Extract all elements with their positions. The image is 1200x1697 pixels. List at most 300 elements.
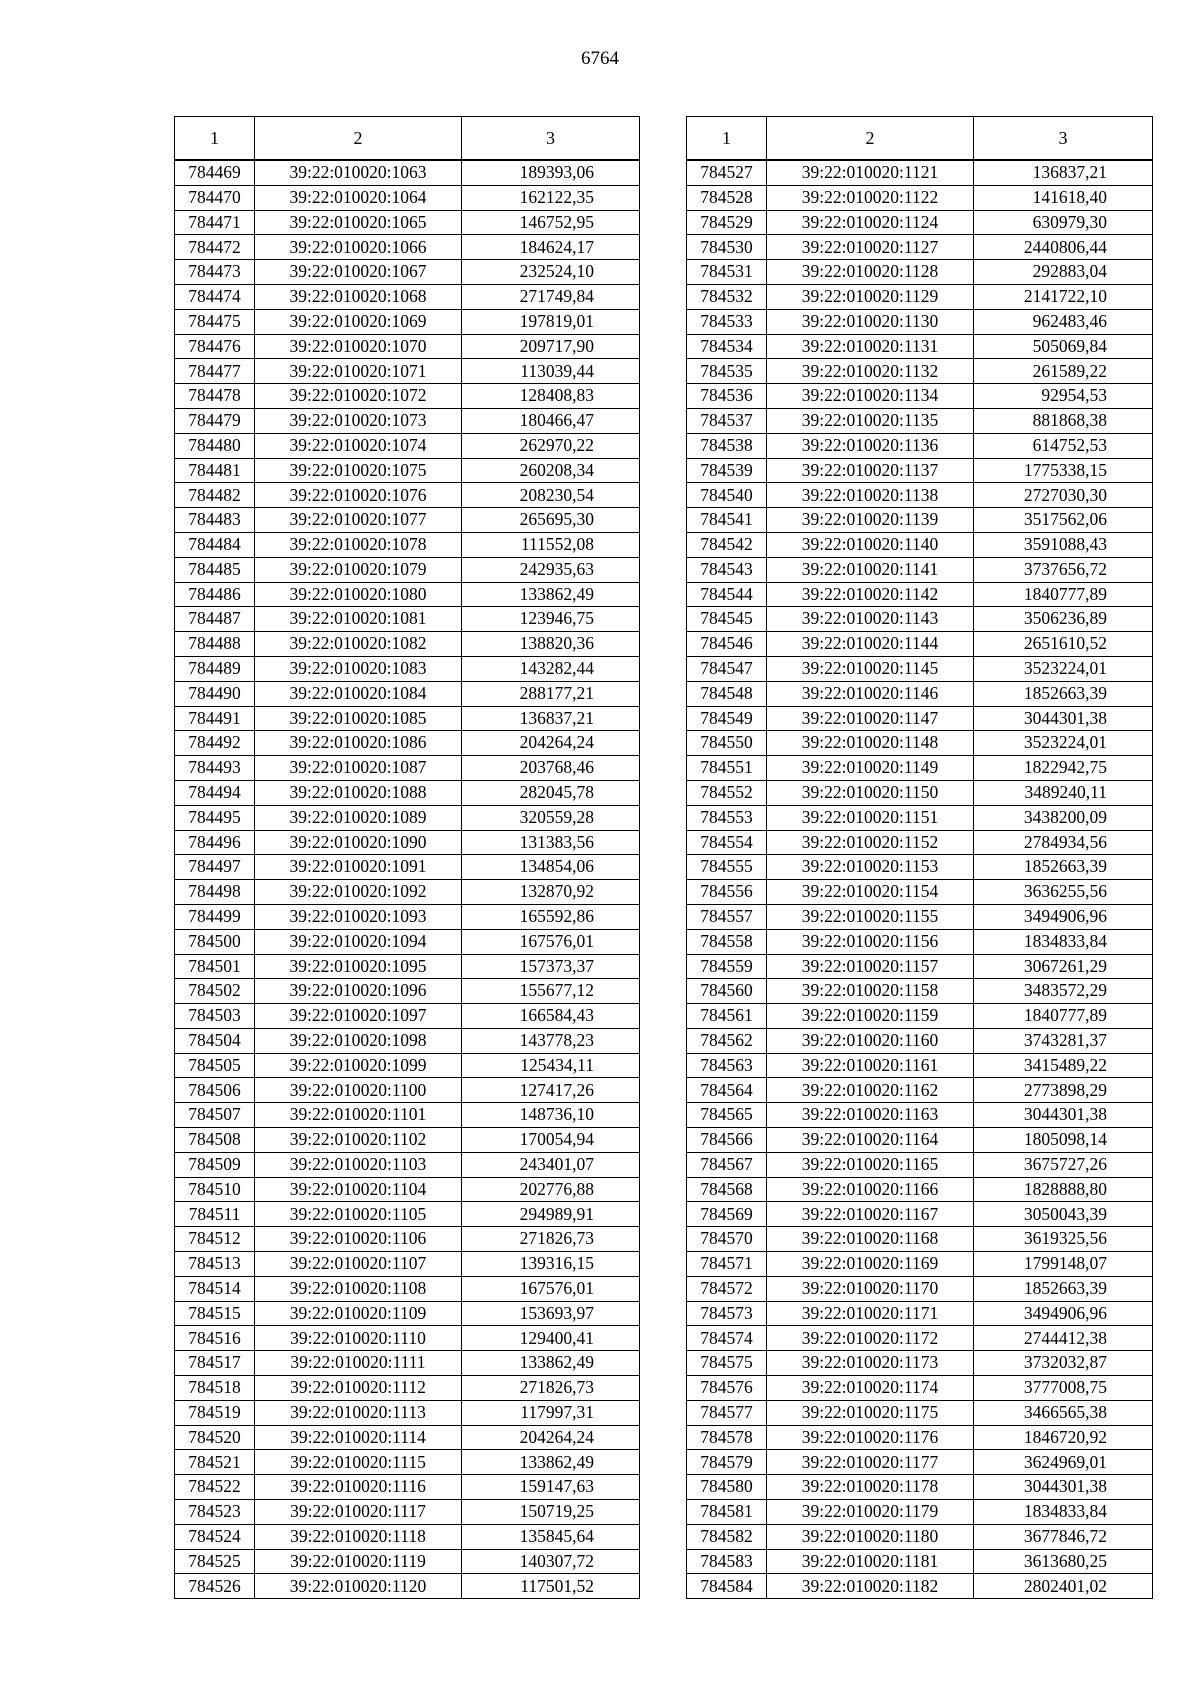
table-row bbox=[687, 731, 1153, 756]
table-row bbox=[687, 1028, 1153, 1053]
value-cell: 3624969,01 bbox=[974, 1450, 1153, 1475]
table-row bbox=[687, 1475, 1153, 1500]
table-row bbox=[175, 656, 640, 681]
row-number-cell: 784475 bbox=[175, 309, 255, 334]
table-row bbox=[687, 1202, 1153, 1227]
row-number-cell: 784583 bbox=[687, 1549, 767, 1574]
row-number-cell: 784477 bbox=[175, 359, 255, 384]
table-row bbox=[687, 235, 1153, 260]
cadastral-number-cell: 39:22:010020:1072 bbox=[255, 384, 462, 409]
table-row bbox=[175, 1400, 640, 1425]
value-cell: 3044301,38 bbox=[974, 706, 1153, 731]
cadastral-number-cell: 39:22:010020:1095 bbox=[255, 954, 462, 979]
row-number-cell: 784569 bbox=[687, 1202, 767, 1227]
table-row bbox=[687, 1301, 1153, 1326]
cadastral-number-cell: 39:22:010020:1136 bbox=[767, 433, 974, 458]
table-row bbox=[687, 1252, 1153, 1277]
value-cell: 3438200,09 bbox=[974, 805, 1153, 830]
table-row bbox=[175, 1004, 640, 1029]
cadastral-number-cell: 39:22:010020:1104 bbox=[255, 1177, 462, 1202]
value-cell: 113039,44 bbox=[462, 359, 640, 384]
right-register-table bbox=[686, 116, 1153, 1599]
value-cell: 125434,11 bbox=[462, 1053, 640, 1078]
row-number-cell: 784565 bbox=[687, 1103, 767, 1128]
row-number-cell: 784507 bbox=[175, 1103, 255, 1128]
row-number-cell: 784498 bbox=[175, 880, 255, 905]
value-cell: 133862,49 bbox=[462, 1450, 640, 1475]
value-cell: 2744412,38 bbox=[974, 1326, 1153, 1351]
table-row bbox=[687, 1152, 1153, 1177]
row-number-cell: 784493 bbox=[175, 756, 255, 781]
value-cell: 232524,10 bbox=[462, 260, 640, 285]
cadastral-number-cell: 39:22:010020:1113 bbox=[255, 1400, 462, 1425]
row-number-cell: 784553 bbox=[687, 805, 767, 830]
value-cell: 1775338,15 bbox=[974, 458, 1153, 483]
value-cell: 3636255,56 bbox=[974, 880, 1153, 905]
row-number-cell: 784539 bbox=[687, 458, 767, 483]
cadastral-number-cell: 39:22:010020:1146 bbox=[767, 681, 974, 706]
row-number-cell: 784496 bbox=[175, 830, 255, 855]
value-cell: 3483572,29 bbox=[974, 979, 1153, 1004]
table-row bbox=[687, 656, 1153, 681]
value-cell: 3737656,72 bbox=[974, 557, 1153, 582]
table-row bbox=[687, 855, 1153, 880]
table-row bbox=[687, 756, 1153, 781]
row-number-cell: 784561 bbox=[687, 1004, 767, 1029]
cadastral-number-cell: 39:22:010020:1108 bbox=[255, 1276, 462, 1301]
row-number-cell: 784503 bbox=[175, 1004, 255, 1029]
cadastral-number-cell: 39:22:010020:1085 bbox=[255, 706, 462, 731]
value-cell: 3613680,25 bbox=[974, 1549, 1153, 1574]
row-number-cell: 784568 bbox=[687, 1177, 767, 1202]
row-number-cell: 784525 bbox=[175, 1549, 255, 1574]
table-row bbox=[687, 185, 1153, 210]
row-number-cell: 784518 bbox=[175, 1376, 255, 1401]
cadastral-number-cell: 39:22:010020:1178 bbox=[767, 1475, 974, 1500]
value-cell: 134854,06 bbox=[462, 855, 640, 880]
cadastral-number-cell: 39:22:010020:1071 bbox=[255, 359, 462, 384]
row-number-cell: 784512 bbox=[175, 1227, 255, 1252]
value-cell: 139316,15 bbox=[462, 1252, 640, 1277]
cadastral-number-cell: 39:22:010020:1158 bbox=[767, 979, 974, 1004]
value-cell: 136837,21 bbox=[974, 160, 1153, 185]
table-row bbox=[687, 1400, 1153, 1425]
row-number-cell: 784546 bbox=[687, 632, 767, 657]
table-row bbox=[175, 334, 640, 359]
value-cell: 262970,22 bbox=[462, 433, 640, 458]
value-cell: 3044301,38 bbox=[974, 1103, 1153, 1128]
row-number-cell: 784541 bbox=[687, 508, 767, 533]
value-cell: 148736,10 bbox=[462, 1103, 640, 1128]
cadastral-number-cell: 39:22:010020:1115 bbox=[255, 1450, 462, 1475]
table-row bbox=[687, 309, 1153, 334]
cadastral-number-cell: 39:22:010020:1074 bbox=[255, 433, 462, 458]
row-number-cell: 784484 bbox=[175, 532, 255, 557]
row-number-cell: 784560 bbox=[687, 979, 767, 1004]
table-row bbox=[175, 1376, 640, 1401]
cadastral-number-cell: 39:22:010020:1160 bbox=[767, 1028, 974, 1053]
cadastral-number-cell: 39:22:010020:1164 bbox=[767, 1128, 974, 1153]
row-number-cell: 784510 bbox=[175, 1177, 255, 1202]
row-number-cell: 784579 bbox=[687, 1450, 767, 1475]
table-row bbox=[175, 185, 640, 210]
cadastral-number-cell: 39:22:010020:1068 bbox=[255, 284, 462, 309]
table-row bbox=[175, 1177, 640, 1202]
cadastral-number-cell: 39:22:010020:1166 bbox=[767, 1177, 974, 1202]
value-cell: 1840777,89 bbox=[974, 582, 1153, 607]
value-cell: 143282,44 bbox=[462, 656, 640, 681]
table-row bbox=[175, 235, 640, 260]
table-row bbox=[687, 805, 1153, 830]
table-row bbox=[175, 557, 640, 582]
cadastral-number-cell: 39:22:010020:1116 bbox=[255, 1475, 462, 1500]
cadastral-number-cell: 39:22:010020:1173 bbox=[767, 1351, 974, 1376]
value-cell: 3506236,89 bbox=[974, 607, 1153, 632]
row-number-cell: 784491 bbox=[175, 706, 255, 731]
cadastral-number-cell: 39:22:010020:1170 bbox=[767, 1276, 974, 1301]
value-cell: 2773898,29 bbox=[974, 1078, 1153, 1103]
table-row bbox=[687, 483, 1153, 508]
value-cell: 3494906,96 bbox=[974, 904, 1153, 929]
value-cell: 1852663,39 bbox=[974, 1276, 1153, 1301]
row-number-cell: 784481 bbox=[175, 458, 255, 483]
value-cell: 127417,26 bbox=[462, 1078, 640, 1103]
cadastral-number-cell: 39:22:010020:1130 bbox=[767, 309, 974, 334]
value-cell: 2440806,44 bbox=[974, 235, 1153, 260]
table-row bbox=[175, 1549, 640, 1574]
row-number-cell: 784482 bbox=[175, 483, 255, 508]
row-number-cell: 784521 bbox=[175, 1450, 255, 1475]
cadastral-number-cell: 39:22:010020:1169 bbox=[767, 1252, 974, 1277]
value-cell: 162122,35 bbox=[462, 185, 640, 210]
cadastral-number-cell: 39:22:010020:1063 bbox=[255, 160, 462, 185]
row-number-cell: 784501 bbox=[175, 954, 255, 979]
cadastral-number-cell: 39:22:010020:1154 bbox=[767, 880, 974, 905]
table-row bbox=[175, 532, 640, 557]
table-row bbox=[687, 557, 1153, 582]
value-cell: 153693,97 bbox=[462, 1301, 640, 1326]
row-number-cell: 784570 bbox=[687, 1227, 767, 1252]
table-row bbox=[175, 433, 640, 458]
table-row bbox=[687, 582, 1153, 607]
table-row bbox=[687, 607, 1153, 632]
value-cell: 265695,30 bbox=[462, 508, 640, 533]
cadastral-number-cell: 39:22:010020:1121 bbox=[767, 160, 974, 185]
value-cell: 1834833,84 bbox=[974, 929, 1153, 954]
cadastral-number-cell: 39:22:010020:1181 bbox=[767, 1549, 974, 1574]
table-row bbox=[175, 855, 640, 880]
cadastral-number-cell: 39:22:010020:1135 bbox=[767, 408, 974, 433]
cadastral-number-cell: 39:22:010020:1065 bbox=[255, 210, 462, 235]
cadastral-number-cell: 39:22:010020:1112 bbox=[255, 1376, 462, 1401]
table-row bbox=[175, 756, 640, 781]
table-row bbox=[175, 309, 640, 334]
cadastral-number-cell: 39:22:010020:1097 bbox=[255, 1004, 462, 1029]
row-number-cell: 784485 bbox=[175, 557, 255, 582]
row-number-cell: 784487 bbox=[175, 607, 255, 632]
value-cell: 3523224,01 bbox=[974, 656, 1153, 681]
cadastral-number-cell: 39:22:010020:1093 bbox=[255, 904, 462, 929]
row-number-cell: 784511 bbox=[175, 1202, 255, 1227]
value-cell: 208230,54 bbox=[462, 483, 640, 508]
header-row bbox=[687, 117, 1153, 161]
cadastral-number-cell: 39:22:010020:1081 bbox=[255, 607, 462, 632]
value-cell: 242935,63 bbox=[462, 557, 640, 582]
page-number: 6764 bbox=[581, 48, 619, 69]
value-cell: 133862,49 bbox=[462, 1351, 640, 1376]
value-cell: 1828888,80 bbox=[974, 1177, 1153, 1202]
row-number-cell: 784548 bbox=[687, 681, 767, 706]
cadastral-number-cell: 39:22:010020:1127 bbox=[767, 235, 974, 260]
table-row bbox=[687, 1425, 1153, 1450]
row-number-cell: 784473 bbox=[175, 260, 255, 285]
row-number-cell: 784564 bbox=[687, 1078, 767, 1103]
row-number-cell: 784540 bbox=[687, 483, 767, 508]
value-cell: 288177,21 bbox=[462, 681, 640, 706]
row-number-cell: 784566 bbox=[687, 1128, 767, 1153]
cadastral-number-cell: 39:22:010020:1084 bbox=[255, 681, 462, 706]
table-row bbox=[687, 210, 1153, 235]
row-number-cell: 784573 bbox=[687, 1301, 767, 1326]
left-table-header bbox=[175, 117, 640, 161]
row-number-cell: 784524 bbox=[175, 1524, 255, 1549]
value-cell: 292883,04 bbox=[974, 260, 1153, 285]
table-row bbox=[687, 632, 1153, 657]
value-cell: 3489240,11 bbox=[974, 780, 1153, 805]
row-number-cell: 784550 bbox=[687, 731, 767, 756]
value-cell: 1834833,84 bbox=[974, 1500, 1153, 1525]
value-cell: 505069,84 bbox=[974, 334, 1153, 359]
row-number-cell: 784474 bbox=[175, 284, 255, 309]
value-cell: 167576,01 bbox=[462, 929, 640, 954]
value-cell: 282045,78 bbox=[462, 780, 640, 805]
cadastral-number-cell: 39:22:010020:1078 bbox=[255, 532, 462, 557]
cadastral-number-cell: 39:22:010020:1142 bbox=[767, 582, 974, 607]
left-table-body bbox=[175, 160, 640, 1599]
value-cell: 3732032,87 bbox=[974, 1351, 1153, 1376]
table-row bbox=[175, 1450, 640, 1475]
cadastral-number-cell: 39:22:010020:1143 bbox=[767, 607, 974, 632]
table-row bbox=[175, 1524, 640, 1549]
row-number-cell: 784572 bbox=[687, 1276, 767, 1301]
cadastral-number-cell: 39:22:010020:1132 bbox=[767, 359, 974, 384]
cadastral-number-cell: 39:22:010020:1155 bbox=[767, 904, 974, 929]
cadastral-number-cell: 39:22:010020:1147 bbox=[767, 706, 974, 731]
row-number-cell: 784563 bbox=[687, 1053, 767, 1078]
cadastral-number-cell: 39:22:010020:1101 bbox=[255, 1103, 462, 1128]
row-number-cell: 784543 bbox=[687, 557, 767, 582]
value-cell: 203768,46 bbox=[462, 756, 640, 781]
value-cell: 204264,24 bbox=[462, 731, 640, 756]
value-cell: 2651610,52 bbox=[974, 632, 1153, 657]
table-row bbox=[175, 731, 640, 756]
cadastral-number-cell: 39:22:010020:1141 bbox=[767, 557, 974, 582]
cadastral-number-cell: 39:22:010020:1139 bbox=[767, 508, 974, 533]
table-row bbox=[175, 681, 640, 706]
value-cell: 131383,56 bbox=[462, 830, 640, 855]
table-row bbox=[175, 706, 640, 731]
row-number-cell: 784574 bbox=[687, 1326, 767, 1351]
table-row bbox=[687, 1128, 1153, 1153]
cadastral-number-cell: 39:22:010020:1180 bbox=[767, 1524, 974, 1549]
row-number-cell: 784529 bbox=[687, 210, 767, 235]
table-row bbox=[687, 904, 1153, 929]
cadastral-number-cell: 39:22:010020:1131 bbox=[767, 334, 974, 359]
row-number-cell: 784488 bbox=[175, 632, 255, 657]
row-number-cell: 784552 bbox=[687, 780, 767, 805]
row-number-cell: 784513 bbox=[175, 1252, 255, 1277]
row-number-cell: 784549 bbox=[687, 706, 767, 731]
value-cell: 2727030,30 bbox=[974, 483, 1153, 508]
cadastral-number-cell: 39:22:010020:1069 bbox=[255, 309, 462, 334]
row-number-cell: 784580 bbox=[687, 1475, 767, 1500]
value-cell: 294989,91 bbox=[462, 1202, 640, 1227]
value-cell: 3050043,39 bbox=[974, 1202, 1153, 1227]
cadastral-number-cell: 39:22:010020:1098 bbox=[255, 1028, 462, 1053]
cadastral-number-cell: 39:22:010020:1105 bbox=[255, 1202, 462, 1227]
row-number-cell: 784489 bbox=[175, 656, 255, 681]
table-row bbox=[175, 1500, 640, 1525]
column-header-1: 1 bbox=[687, 117, 767, 161]
row-number-cell: 784571 bbox=[687, 1252, 767, 1277]
cadastral-number-cell: 39:22:010020:1114 bbox=[255, 1425, 462, 1450]
row-number-cell: 784544 bbox=[687, 582, 767, 607]
value-cell: 3677846,72 bbox=[974, 1524, 1153, 1549]
row-number-cell: 784559 bbox=[687, 954, 767, 979]
table-row bbox=[175, 1128, 640, 1153]
right-table-header bbox=[687, 117, 1153, 161]
row-number-cell: 784562 bbox=[687, 1028, 767, 1053]
value-cell: 614752,53 bbox=[974, 433, 1153, 458]
row-number-cell: 784495 bbox=[175, 805, 255, 830]
table-row bbox=[175, 359, 640, 384]
value-cell: 3777008,75 bbox=[974, 1376, 1153, 1401]
row-number-cell: 784575 bbox=[687, 1351, 767, 1376]
table-row bbox=[175, 632, 640, 657]
value-cell: 155677,12 bbox=[462, 979, 640, 1004]
value-cell: 243401,07 bbox=[462, 1152, 640, 1177]
row-number-cell: 784535 bbox=[687, 359, 767, 384]
cadastral-number-cell: 39:22:010020:1161 bbox=[767, 1053, 974, 1078]
value-cell: 3675727,26 bbox=[974, 1152, 1153, 1177]
table-row bbox=[175, 408, 640, 433]
table-row bbox=[175, 607, 640, 632]
value-cell: 3591088,43 bbox=[974, 532, 1153, 557]
row-number-cell: 784536 bbox=[687, 384, 767, 409]
table-row bbox=[175, 1276, 640, 1301]
row-number-cell: 784556 bbox=[687, 880, 767, 905]
cadastral-number-cell: 39:22:010020:1157 bbox=[767, 954, 974, 979]
row-number-cell: 784542 bbox=[687, 532, 767, 557]
row-number-cell: 784567 bbox=[687, 1152, 767, 1177]
row-number-cell: 784538 bbox=[687, 433, 767, 458]
cadastral-number-cell: 39:22:010020:1106 bbox=[255, 1227, 462, 1252]
table-row bbox=[175, 979, 640, 1004]
cadastral-number-cell: 39:22:010020:1129 bbox=[767, 284, 974, 309]
row-number-cell: 784577 bbox=[687, 1400, 767, 1425]
cadastral-number-cell: 39:22:010020:1087 bbox=[255, 756, 462, 781]
header-row bbox=[175, 117, 640, 161]
value-cell: 209717,90 bbox=[462, 334, 640, 359]
cadastral-number-cell: 39:22:010020:1086 bbox=[255, 731, 462, 756]
row-number-cell: 784499 bbox=[175, 904, 255, 929]
table-row bbox=[687, 1177, 1153, 1202]
cadastral-number-cell: 39:22:010020:1153 bbox=[767, 855, 974, 880]
cadastral-number-cell: 39:22:010020:1090 bbox=[255, 830, 462, 855]
value-cell: 143778,23 bbox=[462, 1028, 640, 1053]
table-row bbox=[687, 880, 1153, 905]
table-row bbox=[687, 1078, 1153, 1103]
cadastral-number-cell: 39:22:010020:1175 bbox=[767, 1400, 974, 1425]
row-number-cell: 784519 bbox=[175, 1400, 255, 1425]
column-header-2: 2 bbox=[767, 117, 974, 161]
row-number-cell: 784470 bbox=[175, 185, 255, 210]
column-header-3: 3 bbox=[462, 117, 640, 161]
value-cell: 150719,25 bbox=[462, 1500, 640, 1525]
value-cell: 1840777,89 bbox=[974, 1004, 1153, 1029]
value-cell: 132870,92 bbox=[462, 880, 640, 905]
cadastral-number-cell: 39:22:010020:1165 bbox=[767, 1152, 974, 1177]
cadastral-number-cell: 39:22:010020:1083 bbox=[255, 656, 462, 681]
cadastral-number-cell: 39:22:010020:1120 bbox=[255, 1574, 462, 1599]
row-number-cell: 784581 bbox=[687, 1500, 767, 1525]
cadastral-number-cell: 39:22:010020:1168 bbox=[767, 1227, 974, 1252]
table-row bbox=[175, 929, 640, 954]
row-number-cell: 784523 bbox=[175, 1500, 255, 1525]
cadastral-number-cell: 39:22:010020:1089 bbox=[255, 805, 462, 830]
cadastral-number-cell: 39:22:010020:1119 bbox=[255, 1549, 462, 1574]
table-row bbox=[687, 1450, 1153, 1475]
cadastral-number-cell: 39:22:010020:1150 bbox=[767, 780, 974, 805]
value-cell: 146752,95 bbox=[462, 210, 640, 235]
cadastral-number-cell: 39:22:010020:1099 bbox=[255, 1053, 462, 1078]
row-number-cell: 784528 bbox=[687, 185, 767, 210]
row-number-cell: 784558 bbox=[687, 929, 767, 954]
row-number-cell: 784506 bbox=[175, 1078, 255, 1103]
table-row bbox=[687, 1524, 1153, 1549]
row-number-cell: 784469 bbox=[175, 160, 255, 185]
table-row bbox=[175, 582, 640, 607]
row-number-cell: 784516 bbox=[175, 1326, 255, 1351]
table-row bbox=[175, 160, 640, 185]
cadastral-number-cell: 39:22:010020:1140 bbox=[767, 532, 974, 557]
cadastral-number-cell: 39:22:010020:1177 bbox=[767, 1450, 974, 1475]
table-row bbox=[175, 384, 640, 409]
row-number-cell: 784545 bbox=[687, 607, 767, 632]
table-row bbox=[175, 1028, 640, 1053]
cadastral-number-cell: 39:22:010020:1094 bbox=[255, 929, 462, 954]
cadastral-number-cell: 39:22:010020:1124 bbox=[767, 210, 974, 235]
value-cell: 3466565,38 bbox=[974, 1400, 1153, 1425]
table-row bbox=[175, 1425, 640, 1450]
cadastral-number-cell: 39:22:010020:1102 bbox=[255, 1128, 462, 1153]
cadastral-number-cell: 39:22:010020:1171 bbox=[767, 1301, 974, 1326]
value-cell: 962483,46 bbox=[974, 309, 1153, 334]
row-number-cell: 784509 bbox=[175, 1152, 255, 1177]
table-row bbox=[175, 284, 640, 309]
row-number-cell: 784490 bbox=[175, 681, 255, 706]
value-cell: 117501,52 bbox=[462, 1574, 640, 1599]
row-number-cell: 784534 bbox=[687, 334, 767, 359]
row-number-cell: 784551 bbox=[687, 756, 767, 781]
table-row bbox=[687, 1276, 1153, 1301]
value-cell: 92954,53 bbox=[974, 384, 1153, 409]
value-cell: 204264,24 bbox=[462, 1425, 640, 1450]
row-number-cell: 784576 bbox=[687, 1376, 767, 1401]
table-row bbox=[175, 780, 640, 805]
cadastral-number-cell: 39:22:010020:1172 bbox=[767, 1326, 974, 1351]
value-cell: 320559,28 bbox=[462, 805, 640, 830]
